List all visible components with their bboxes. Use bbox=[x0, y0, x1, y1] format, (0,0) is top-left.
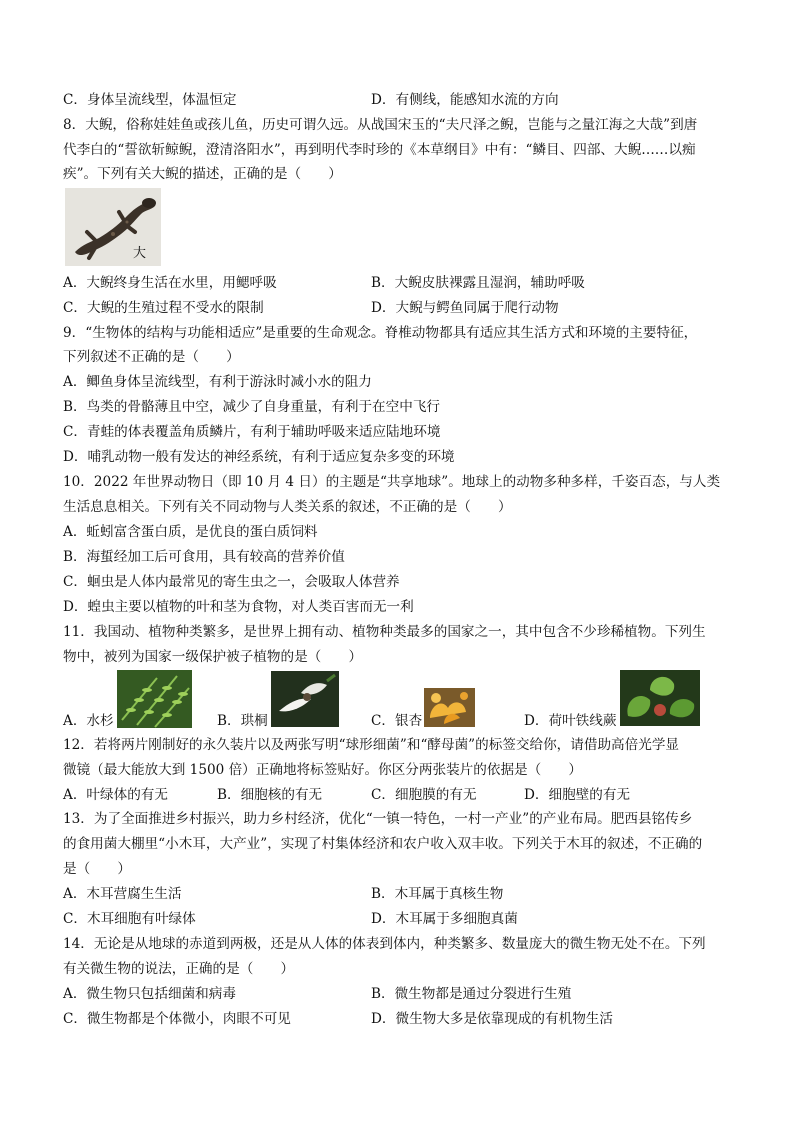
q10-stem-line1: 10．2022 年世界动物日（即 10 月 4 日）的主题是“共享地球”。地球上的动物多种多样，千姿百态，与人类 bbox=[63, 474, 721, 490]
q14-stem-line2: 有关微生物的说法，正确的是（ ） bbox=[63, 961, 295, 977]
q8-stem-line1: 8．大鲵，俗称娃娃鱼或孩儿鱼，历史可谓久远。从战国宋玉的“夫尺泽之鲵，岂能与之量江海之大哉”到唐 bbox=[63, 117, 698, 133]
metasequoia-image bbox=[117, 670, 192, 728]
q7-option-d: D．有侧线，能感知水流的方向 bbox=[371, 92, 559, 108]
q9-stem-line2: 下列叙述不正确的是（ ） bbox=[63, 349, 240, 365]
dove-tree-image bbox=[271, 671, 339, 727]
dove-tree-flower-icon bbox=[271, 671, 339, 727]
q12-option-d: D．细胞壁的有无 bbox=[524, 787, 631, 803]
q13-stem-line3: 是（ ） bbox=[63, 861, 131, 877]
q8-option-b: B．大鲵皮肤裸露且湿润，辅助呼吸 bbox=[371, 275, 585, 291]
q10-option-c: C．蛔虫是人体内最常见的寄生虫之一，会吸取人体营养 bbox=[63, 574, 400, 590]
q13-option-a: A．木耳营腐生生活 bbox=[63, 886, 182, 902]
q8-option-a: A．大鲵终身生活在水里，用鳃呼吸 bbox=[63, 275, 277, 291]
q12-option-b: B．细胞核的有无 bbox=[217, 787, 323, 803]
salamander-image bbox=[65, 188, 161, 266]
fern-image bbox=[620, 670, 700, 726]
q10-option-b: B．海蜇经加工后可食用，具有较高的营养价值 bbox=[63, 549, 345, 565]
lotus-leaf-fern-icon bbox=[620, 670, 700, 726]
q7-option-c: C．身体呈流线型，体温恒定 bbox=[63, 92, 237, 108]
giant-salamander-icon bbox=[65, 188, 161, 266]
q12-stem-line1: 12．若将两片刚制好的永久装片以及两张写明“球形细菌”和“酵母菌”的标签交给你，请借助高倍光学显 bbox=[63, 737, 680, 753]
q14-option-b: B．微生物都是通过分裂进行生殖 bbox=[371, 986, 572, 1002]
q11-option-a: A．水杉 bbox=[63, 713, 114, 729]
q11-option-c: C．银杏 bbox=[371, 713, 423, 729]
q8-stem-line2: 代李白的“誓欲斩鲸鲵，澄清洛阳水”，再到明代李时珍的《本草纲目》中有：“鳞目、四部、大鲵……以痴 bbox=[63, 142, 696, 158]
q12-option-c: C．细胞膜的有无 bbox=[371, 787, 477, 803]
q9-option-c: C．青蛙的体表覆盖角质鳞片，有利于辅助呼吸来适应陆地环境 bbox=[63, 424, 441, 440]
q8-stem-line3: 疾”。下列有关大鲵的描述，正确的是（ ） bbox=[63, 166, 342, 182]
q11-option-b: B．珙桐 bbox=[217, 713, 268, 729]
q8-option-c: C．大鲵的生殖过程不受水的限制 bbox=[63, 300, 264, 316]
q11-stem-line2: 物中，被列为国家一级保护被子植物的是（ ） bbox=[63, 649, 363, 665]
q9-option-b: B．鸟类的骨骼薄且中空，减少了自身重量，有利于在空中飞行 bbox=[63, 399, 441, 415]
q11-option-d: D．荷叶铁线蕨 bbox=[524, 713, 617, 729]
q10-stem-line2: 生活息息相关。下列有关不同动物与人类关系的叙述，不正确的是（ ） bbox=[63, 499, 512, 515]
fern-leaf-icon bbox=[117, 670, 192, 728]
ginkgo-leaf-icon bbox=[424, 688, 475, 727]
q12-option-a: A．叶绿体的有无 bbox=[63, 787, 168, 803]
q13-stem-line2: 的食用菌大棚里“小木耳，大产业”，实现了村集体经济和农户收入双丰收。下列关于木耳的叙述，不正确的 bbox=[63, 836, 703, 852]
q14-option-c: C．微生物都是个体微小，肉眼不可见 bbox=[63, 1011, 291, 1027]
salamander-image-caption: 大 bbox=[133, 246, 147, 261]
q14-option-a: A．微生物只包括细菌和病毒 bbox=[63, 986, 236, 1002]
q13-option-d: D．木耳属于多细胞真菌 bbox=[371, 911, 518, 927]
q14-stem-line1: 14．无论是从地球的赤道到两极，还是从人体的体表到体内，种类繁多、数量庞大的微生物无处不在。下列 bbox=[63, 936, 706, 952]
q10-option-a: A．蚯蚓富含蛋白质，是优良的蛋白质饲料 bbox=[63, 524, 318, 540]
q11-stem-line1: 11．我国动、植物种类繁多，是世界上拥有动、植物种类最多的国家之一，其中包含不少珍稀植物。下列生 bbox=[63, 624, 706, 640]
q9-option-a: A．鲫鱼身体呈流线型，有利于游泳时减小水的阻力 bbox=[63, 374, 372, 390]
q10-option-d: D．蝗虫主要以植物的叶和茎为食物，对人类百害而无一利 bbox=[63, 599, 414, 615]
q13-stem-line1: 13．为了全面推进乡村振兴，助力乡村经济，优化“一镇一特色，一村一产业”的产业布局。肥西县铭传乡 bbox=[63, 811, 693, 827]
ginkgo-image bbox=[424, 688, 475, 727]
q9-option-d: D．哺乳动物一般有发达的神经系统，有利于适应复杂多变的环境 bbox=[63, 449, 455, 465]
q8-option-d: D．大鲵与鳄鱼同属于爬行动物 bbox=[371, 300, 559, 316]
q13-option-b: B．木耳属于真核生物 bbox=[371, 886, 504, 902]
q13-option-c: C．木耳细胞有叶绿体 bbox=[63, 911, 196, 927]
q9-stem-line1: 9．“生物体的结构与功能相适应”是重要的生命观念。脊椎动物都具有适应其生活方式和环境的主要特征， bbox=[63, 325, 698, 341]
q14-option-d: D．微生物大多是依靠现成的有机物生活 bbox=[371, 1011, 613, 1027]
q12-stem-line2: 微镜（最大能放大到 1500 倍）正确地将标签贴好。你区分两张装片的依据是（ ） bbox=[63, 762, 583, 778]
